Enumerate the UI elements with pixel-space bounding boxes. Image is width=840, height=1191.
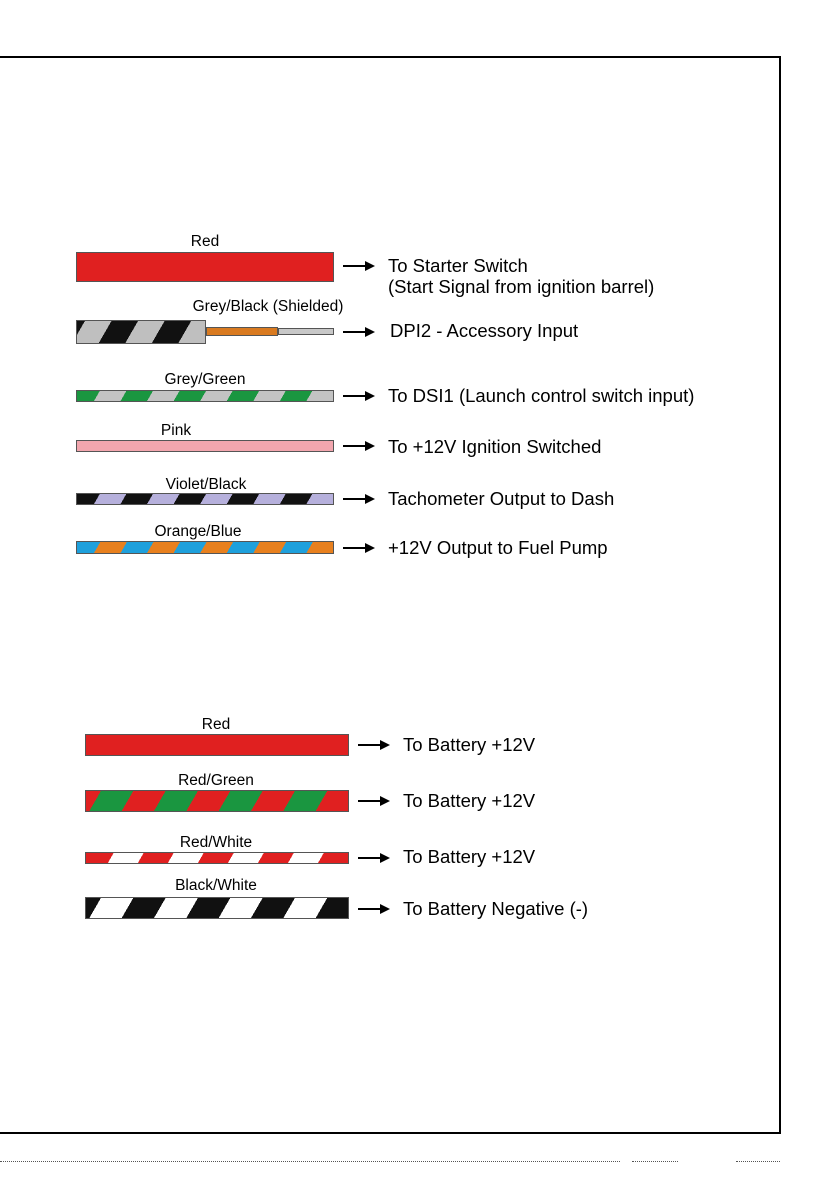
wire-label: Red/White bbox=[179, 834, 253, 851]
arrow-icon bbox=[343, 265, 373, 267]
arrow-icon bbox=[343, 547, 373, 549]
wire-description: DPI2 - Accessory Input bbox=[390, 320, 579, 341]
wire-label: Grey/Black (Shielded) bbox=[192, 298, 344, 315]
wire-description: +12V Output to Fuel Pump bbox=[388, 537, 608, 558]
wire-label: Orange/Blue bbox=[154, 523, 242, 540]
wire-description: To Battery Negative (-) bbox=[403, 898, 589, 919]
wire-inner-core bbox=[206, 327, 278, 336]
description-line-1: To Starter Switch bbox=[388, 255, 528, 276]
arrow-icon bbox=[358, 800, 388, 802]
wire-description bbox=[388, 255, 654, 297]
wire-red bbox=[85, 734, 349, 756]
arrow-icon bbox=[343, 395, 373, 397]
wire-label: Red bbox=[190, 233, 220, 250]
wire-label: Pink bbox=[160, 422, 192, 439]
wire-description: To +12V Ignition Switched bbox=[388, 436, 602, 457]
wire-label: Red bbox=[201, 716, 231, 733]
wire-red-white bbox=[85, 852, 349, 864]
arrow-icon bbox=[343, 331, 373, 333]
wire-label: Violet/Black bbox=[165, 476, 247, 493]
wire-black-white bbox=[85, 897, 349, 919]
footer-dotted-line bbox=[0, 1161, 620, 1162]
wire-violet-black bbox=[76, 493, 334, 505]
description-line-2: (Start Signal from ignition barrel) bbox=[388, 276, 655, 297]
wire-red-green bbox=[85, 790, 349, 812]
footer-dotted-line bbox=[632, 1161, 678, 1162]
wire-core-end bbox=[278, 328, 334, 335]
wire-description: To DSI1 (Launch control switch input) bbox=[388, 385, 695, 406]
page-frame bbox=[0, 56, 781, 1134]
footer-dotted-line bbox=[736, 1161, 780, 1162]
arrow-icon bbox=[343, 445, 373, 447]
wire-red bbox=[76, 252, 334, 282]
wire-orange-blue bbox=[76, 541, 334, 554]
wire-description: To Battery +12V bbox=[403, 846, 536, 867]
arrow-icon bbox=[358, 744, 388, 746]
arrow-icon bbox=[343, 498, 373, 500]
wire-grey-black-shielded bbox=[76, 320, 206, 344]
wire-description: Tachometer Output to Dash bbox=[388, 488, 615, 509]
wire-label: Grey/Green bbox=[164, 371, 246, 388]
wire-label: Red/Green bbox=[178, 772, 254, 789]
wire-grey-green bbox=[76, 390, 334, 402]
arrow-icon bbox=[358, 908, 388, 910]
arrow-icon bbox=[358, 857, 388, 859]
wire-label: Black/White bbox=[175, 877, 257, 894]
wire-pink bbox=[76, 440, 334, 452]
wire-description: To Battery +12V bbox=[403, 790, 536, 811]
wire-description: To Battery +12V bbox=[403, 734, 536, 755]
